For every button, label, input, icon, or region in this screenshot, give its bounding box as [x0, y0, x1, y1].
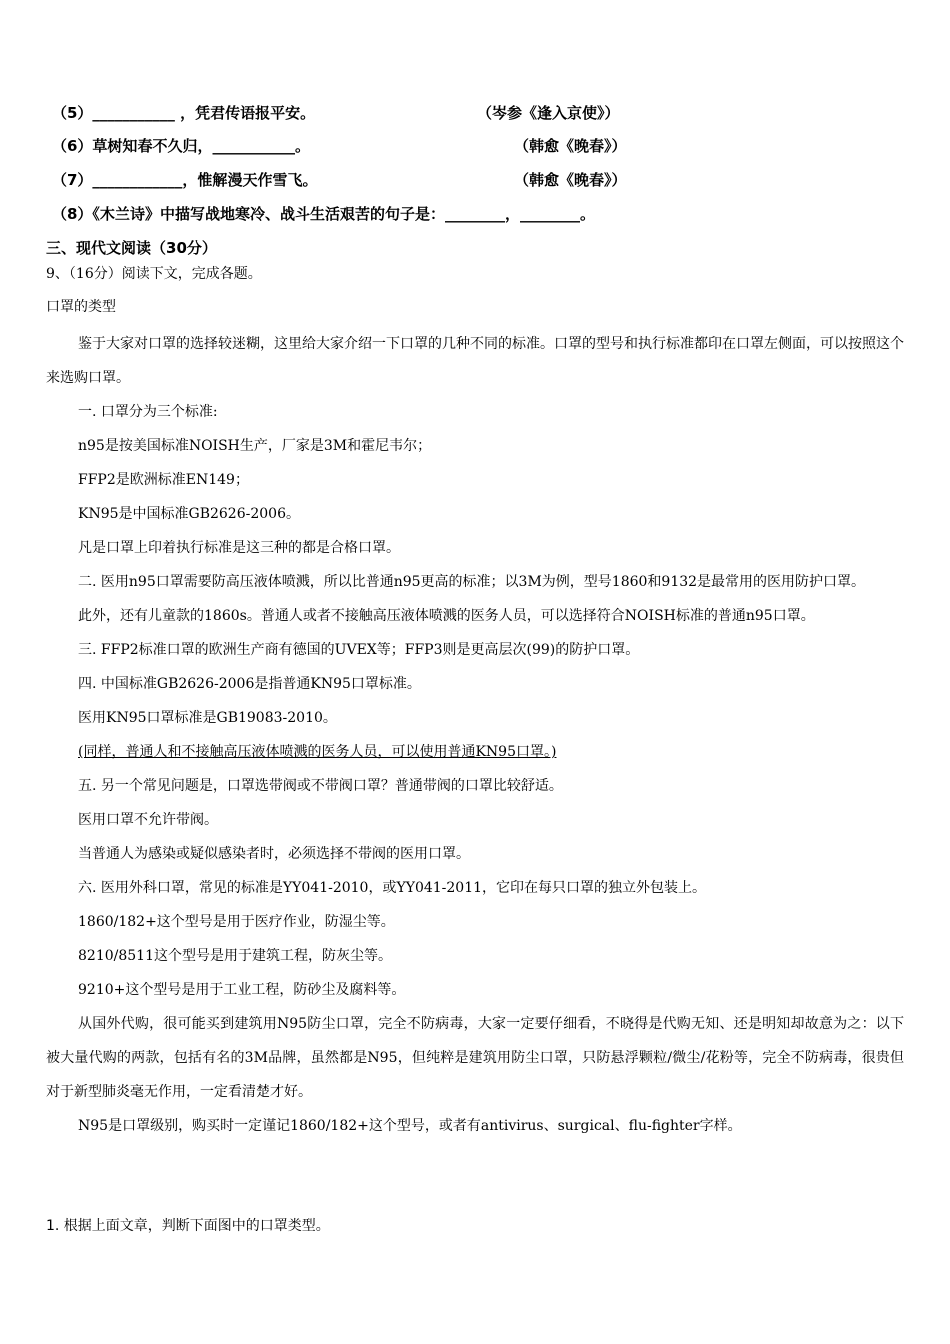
article-paragraph: 一. 口罩分为三个标准:	[78, 404, 218, 420]
poem-line-6-text: （6）草树知春不久归，___________。	[52, 137, 310, 155]
poem-line-7-text: （7）____________，惟解漫天作雪飞。	[52, 171, 318, 189]
poem-line-5-source: （岑参《逢入京使》）	[477, 104, 620, 122]
article-paragraph: 鉴于大家对口罩的选择较迷糊，这里给大家介绍一下口罩的几种不同的标准。口罩的型号和执行标准都印在口罩左侧面，可以按照这个来选购口罩。	[46, 336, 904, 386]
article-paragraph: 四. 中国标准GB2626-2006是指普通KN95口罩标准。	[78, 676, 421, 692]
article-paragraph-underlined	[46, 735, 904, 769]
article-paragraph: 五. 另一个常见问题是，口罩选带阀或不带阀口罩？普通带阀的口罩比较舒适。	[78, 778, 563, 794]
article-paragraph: 1860/182+这个型号是用于医疗作业，防湿尘等。	[78, 914, 395, 930]
poem-line-6-source: （韩愈《晚春》）	[514, 137, 627, 155]
poem-line-8-text: （8）《木兰诗》中描写战地寒冷、战斗生活艰苦的句子是：________，________。	[52, 205, 595, 223]
article-paragraph: 从国外代购，很可能买到建筑用N95防尘口罩，完全不防病毒，大家一定要仔细看，不晓得是代购无知、还是明知却故意为之：以下被大量代购的两款，包括有名的3M品牌，虽然都是N95，但纯粹是建筑用防尘口罩，只防悬浮颗粒/微尘/花粉等，完全不防病毒，很贵但对于新型肺炎毫无作用，一定看清楚才好。	[46, 1016, 904, 1100]
article-paragraph: 三. FFP2标准口罩的欧洲生产商有德国的UVEX等；FFP3则是更高层次(99)的防护口罩。	[78, 642, 640, 658]
article-title: 口罩的类型	[46, 299, 116, 315]
article-paragraph: n95是按美国标准NOISH生产，厂家是3M和霍尼韦尔；	[78, 438, 432, 454]
article-paragraph: KN95是中国标准GB2626-2006。	[78, 506, 300, 522]
article-paragraph: 9210+这个型号是用于工业工程，防砂尘及腐料等。	[78, 982, 406, 998]
article-paragraph: FFP2是欧洲标准EN149；	[78, 472, 249, 488]
article-paragraph: 医用口罩不允许带阀。	[78, 812, 218, 828]
sub-question-1: 1. 根据上面文章，判断下面图中的口罩类型。	[46, 1218, 330, 1234]
article-paragraph: 8210/8511这个型号是用于建筑工程，防灰尘等。	[78, 948, 392, 964]
article-paragraph: 凡是口罩上印着执行标准是这三种的都是合格口罩。	[78, 540, 400, 556]
section-title: 三、现代文阅读（30分）	[46, 239, 217, 257]
question-9-prompt: 9、（16分）阅读下文，完成各题。	[46, 266, 262, 282]
article-paragraph: 二. 医用n95口罩需要防高压液体喷溅，所以比普通n95更高的标准；以3M为例，型号1860和9132是最常用的医用防护口罩。	[78, 574, 866, 590]
article-paragraph: N95是口罩级别，购买时一定谨记1860/182+这个型号，或者有antivirus、surgical、flu-fighter字样。	[78, 1118, 742, 1134]
article-paragraph: 六. 医用外科口罩，常见的标准是YY041-2010，或YY041-2011，它印在每只口罩的独立外包装上。	[78, 880, 707, 896]
underlined-note: (同样，普通人和不接触高压液体喷溅的医务人员，可以使用普通KN95口罩。)	[78, 744, 557, 760]
article-paragraph: 此外，还有儿童款的1860s。普通人或者不接触高压液体喷溅的医务人员，可以选择符合NOISH标准的普通n95口罩。	[78, 608, 815, 624]
poem-line-7-source: （韩愈《晚春》）	[514, 171, 627, 189]
article-body	[46, 327, 904, 1143]
article-paragraph: 医用KN95口罩标准是GB19083-2010。	[78, 710, 337, 726]
poem-line-5-text: （5）___________ ，凭君传语报平安。	[52, 104, 316, 122]
article-paragraph: 当普通人为感染或疑似感染者时，必须选择不带阀的医用口罩。	[78, 846, 470, 862]
